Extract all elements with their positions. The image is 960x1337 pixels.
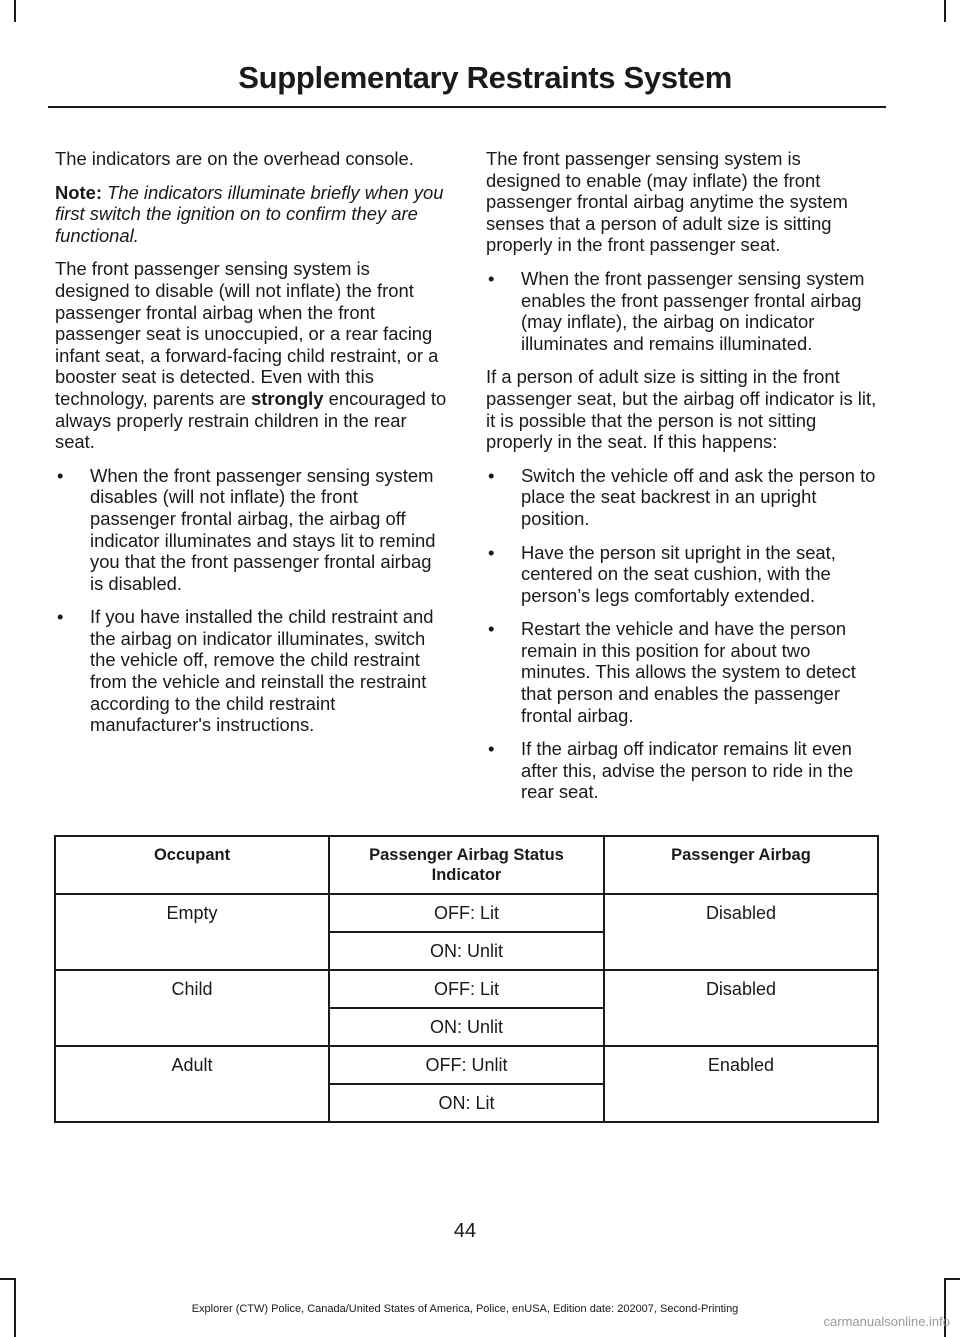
indicator-cell: OFF: Unlit [329, 1046, 604, 1084]
list-item: • When the front passenger sensing system enables the front passenger frontal airbag (may inflate), the airbag on indicator illuminates and remains illuminated. [486, 268, 880, 354]
crop-mark [14, 0, 16, 22]
list-item: • When the front passenger sensing system disables (will not inflate) the front passenger frontal airbag, the airbag off indicator illuminates and stays lit to remind you that the front passenger frontal airbag is disabled. [55, 465, 448, 595]
paragraph [55, 258, 448, 452]
occupant-cell: Empty [55, 894, 329, 970]
table-row [55, 894, 878, 932]
list-item: • If you have installed the child restraint and the airbag on indicator illuminates, switch the vehicle off, remove the child restraint from the vehicle and reinstall the restraint according to the child restraint manufacturer's instructions. [55, 606, 448, 736]
occupant-cell: Adult [55, 1046, 329, 1122]
indicator-cell: OFF: Lit [329, 970, 604, 1008]
page-number: 44 [453, 1220, 477, 1242]
paragraph: The front passenger sensing system is designed to enable (may inflate) the front passenger frontal airbag anytime the system senses that a person of adult size is sitting properly in the front passenger seat. [486, 148, 848, 256]
watermark: carmanualsonline.info [823, 1314, 950, 1329]
crop-mark [944, 0, 946, 22]
footer-text: Explorer (CTW) Police, Canada/United States of America, Police, enUSA, Edition date: 202007, Second-Printing [191, 1303, 739, 1315]
table-header-row [55, 836, 878, 894]
occupant-cell: Child [55, 970, 329, 1046]
right-column [486, 148, 880, 815]
column-header-status-indicator: Passenger Airbag Status Indicator [329, 836, 604, 894]
indicator-cell: OFF: Lit [329, 894, 604, 932]
airbag-cell: Disabled [604, 894, 878, 970]
indicator-cell: ON: Unlit [329, 932, 604, 970]
paragraph: The indicators are on the overhead console. [55, 148, 414, 169]
airbag-cell: Disabled [604, 970, 878, 1046]
airbag-cell: Enabled [604, 1046, 878, 1122]
emphasis-text: strongly [250, 387, 324, 409]
airbag-status-table [54, 835, 879, 1123]
table-row [55, 1046, 878, 1084]
list-item: • Switch the vehicle off and ask the person to place the seat backrest in an upright position. [486, 465, 880, 530]
header-divider [48, 106, 886, 108]
indicator-cell: ON: Lit [329, 1084, 604, 1122]
crop-mark [944, 1278, 960, 1280]
list-item: • If the airbag off indicator remains lit even after this, advise the person to ride in the rear seat. [486, 738, 880, 803]
note [55, 182, 448, 247]
bullet-list [55, 465, 448, 736]
indicator-cell: ON: Unlit [329, 1008, 604, 1046]
bullet-list [486, 268, 880, 354]
bullet-list [486, 465, 880, 803]
column-header-occupant: Occupant [55, 836, 329, 894]
note-label: Note: [55, 181, 102, 203]
left-column [55, 148, 448, 748]
paragraph: If a person of adult size is sitting in the front passenger seat, but the airbag off indicator is lit, it is possible that the person is not sitting properly in the seat. If this happens: [486, 366, 877, 453]
note-text: The indicators illuminate briefly when you first switch the ignition on to confirm they are functional. [55, 181, 444, 246]
list-item: • Restart the vehicle and have the person remain in this position for about two minutes. This allows the system to detect that person and enables the passenger frontal airbag. [486, 618, 880, 726]
list-item: • Have the person sit upright in the seat, centered on the seat cushion, with the person’s legs comfortably extended. [486, 542, 880, 607]
table-row [55, 970, 878, 1008]
paragraph-text: encouraged to always properly restrain children in the rear seat. [55, 387, 447, 453]
crop-mark [0, 1278, 16, 1280]
column-header-passenger-airbag: Passenger Airbag [604, 836, 878, 894]
page-title: Supplementary Restraints System [238, 60, 732, 95]
paragraph-text: The front passenger sensing system is designed to disable (will not inflate) the front passenger frontal airbag when the front passenger seat is unoccupied, or a rear facing infant seat, a forward-facing child restraint, or a booster seat is detected. Even with this technology, parents are [55, 258, 439, 409]
